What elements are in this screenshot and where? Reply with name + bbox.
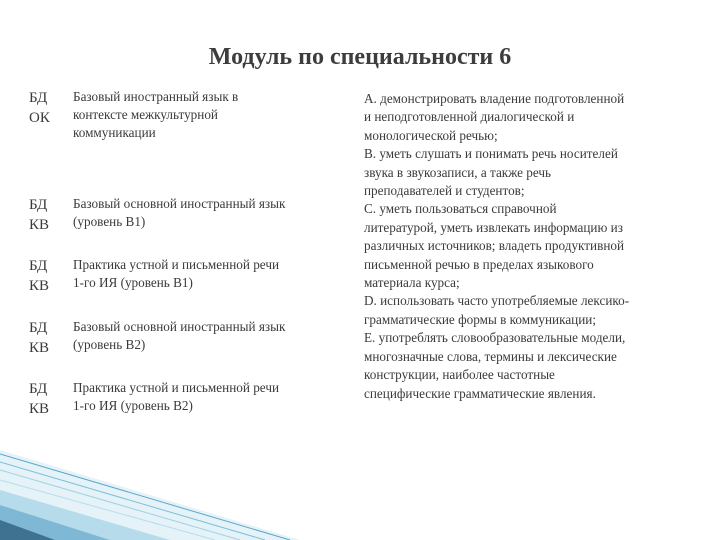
code-line: КВ [29,217,50,233]
code-line: КВ [29,278,50,294]
code-line: БД [29,320,48,336]
discipline-title [73,318,353,354]
desc-line: коммуникации [73,125,156,140]
discipline-title [73,379,353,415]
desc-line: (уровень В2) [73,337,146,352]
desc-line: 1-го ИЯ (уровень В2) [73,398,193,413]
code-line: БД [29,90,48,106]
discipline-title [73,88,353,142]
desc-line: (уровень В1) [73,214,146,229]
desc-line: Практика устной и письменной речи [73,380,280,395]
decorative-wave [0,450,300,540]
outcome-line: конструкции, наиболее частотные [364,367,555,383]
desc-line: Практика устной и письменной речи [73,257,280,272]
outcome-line: специфические грамматические явления. [364,385,596,401]
discipline-code [29,195,65,235]
outcome-line: материала курса; [364,275,460,291]
code-line: КВ [29,340,50,356]
desc-line: контексте межкультурной [73,107,218,122]
outcome-line: монологической речью; [364,127,498,143]
code-line: БД [29,197,48,213]
code-line: ОК [29,110,50,126]
outcome-line: А. демонстрировать владение подготовленной [364,91,625,106]
desc-line: Базовый основной иностранный язык [73,196,286,211]
code-line: БД [29,381,48,397]
outcome-line: В. уметь слушать и понимать речь носителей [364,146,618,162]
outcome-line: преподавателей и студентов; [364,183,525,199]
discipline-code [29,256,65,296]
outcome-line: различных источников; владеть продуктивной [364,238,625,254]
discipline-code [29,88,65,128]
code-line: БД [29,258,48,274]
outcome-line: и неподготовленной диалогической и [364,109,575,125]
outcome-line: грамматические формы в коммуникации; [364,311,597,327]
outcome-line: Е. употреблять словообразовательные модели, [364,330,626,346]
outcome-line: звука в звукозаписи, а также речь [364,164,552,180]
outcome-line: многозначные слова, термины и лексические [364,348,617,364]
outcome-line: письменной речью в пределах языкового [364,256,594,272]
discipline-title [73,195,353,231]
learning-outcomes [364,90,699,403]
outcome-line: С. уметь пользоваться справочной [364,201,557,217]
discipline-code [29,379,65,419]
page-title: Модуль по специальности 6 [208,44,512,70]
desc-line: Базовый основной иностранный язык [73,319,286,334]
desc-line: Базовый иностранный язык в [73,89,239,104]
outcome-line: D. использовать часто употребляемые лексико- [364,293,630,309]
outcome-line: литературой, уметь извлекать информацию из [364,219,623,235]
discipline-code [29,318,65,358]
discipline-title [73,256,353,292]
code-line: КВ [29,401,50,417]
desc-line: 1-го ИЯ (уровень В1) [73,275,193,290]
